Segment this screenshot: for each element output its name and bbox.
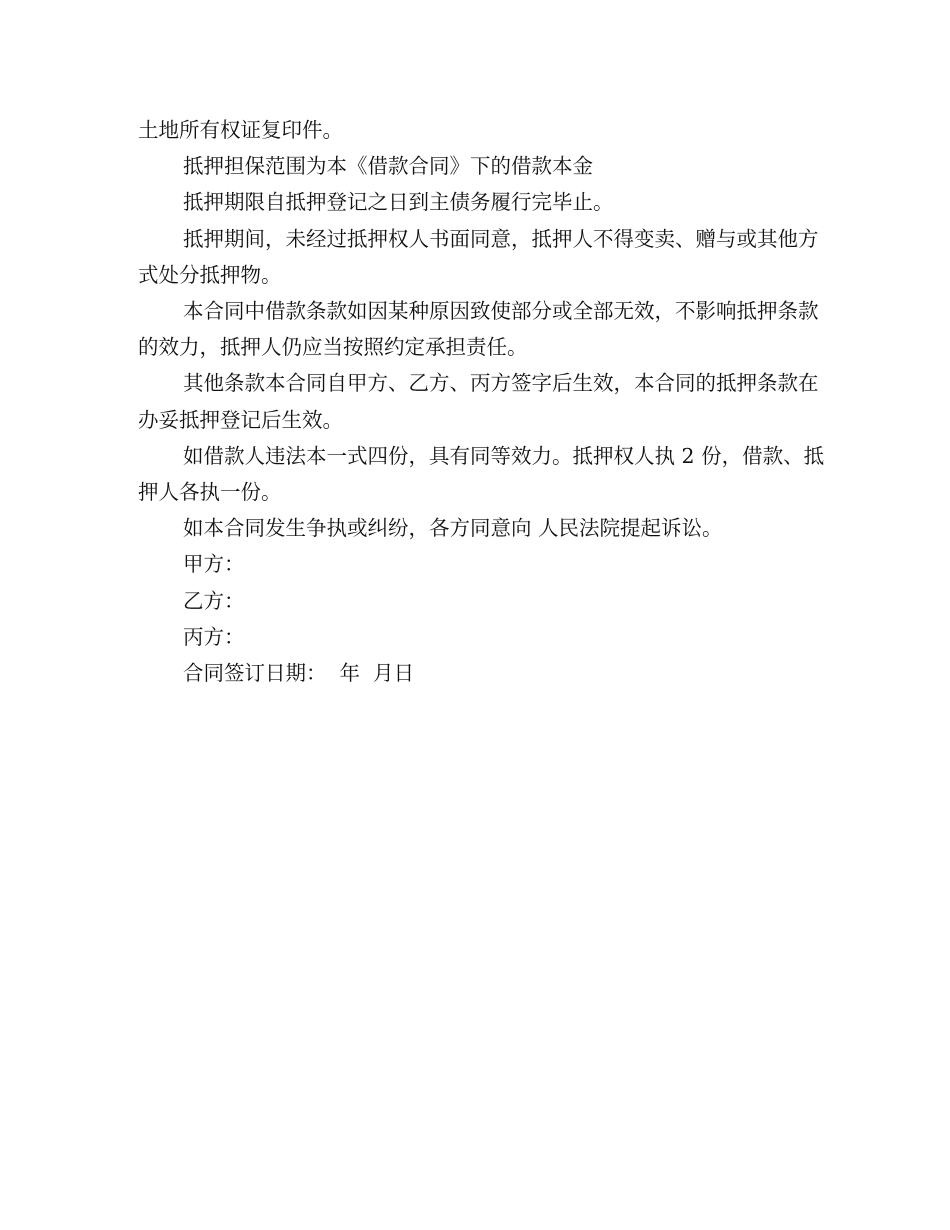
- paragraph-copies: 如借款人违法本一式四份，具有同等效力。抵押权人执 2 份，借款、抵押人各执一份。: [138, 443, 825, 505]
- signature-party-c: 丙方：: [183, 624, 245, 649]
- paragraph-land-certificate: 土地所有权证复印件。: [138, 118, 343, 142]
- paragraph-disposal-restriction: 抵押期间，未经过抵押权人书面同意，抵押人不得变卖、赠与或其他方式处分抵押物。: [138, 226, 819, 287]
- contract-body: [138, 112, 828, 691]
- paragraph-effectiveness: 其他条款本合同自甲方、乙方、丙方签字后生效，本合同的抵押条款在办妥抵押登记后生效。: [138, 371, 819, 432]
- signature-party-a: 甲方：: [183, 552, 245, 577]
- paragraph-dispute: 如本合同发生争执或纠纷，各方同意向 人民法院提起诉讼。: [183, 516, 723, 541]
- paragraph-invalidity: 本合同中借款条款如因某种原因致使部分或全部无效，不影响抵押条款的效力，抵押人仍应当按照约定承担责任。: [138, 299, 819, 360]
- signature-date: 合同签订日期： 年 月日: [183, 661, 415, 686]
- paragraph-mortgage-term: 抵押期限自抵押登记之日到主债务履行完毕止。: [183, 190, 614, 215]
- paragraph-guarantee-scope: 抵押担保范围为本《借款合同》下的借款本金: [183, 154, 593, 179]
- signature-party-b: 乙方：: [183, 588, 245, 613]
